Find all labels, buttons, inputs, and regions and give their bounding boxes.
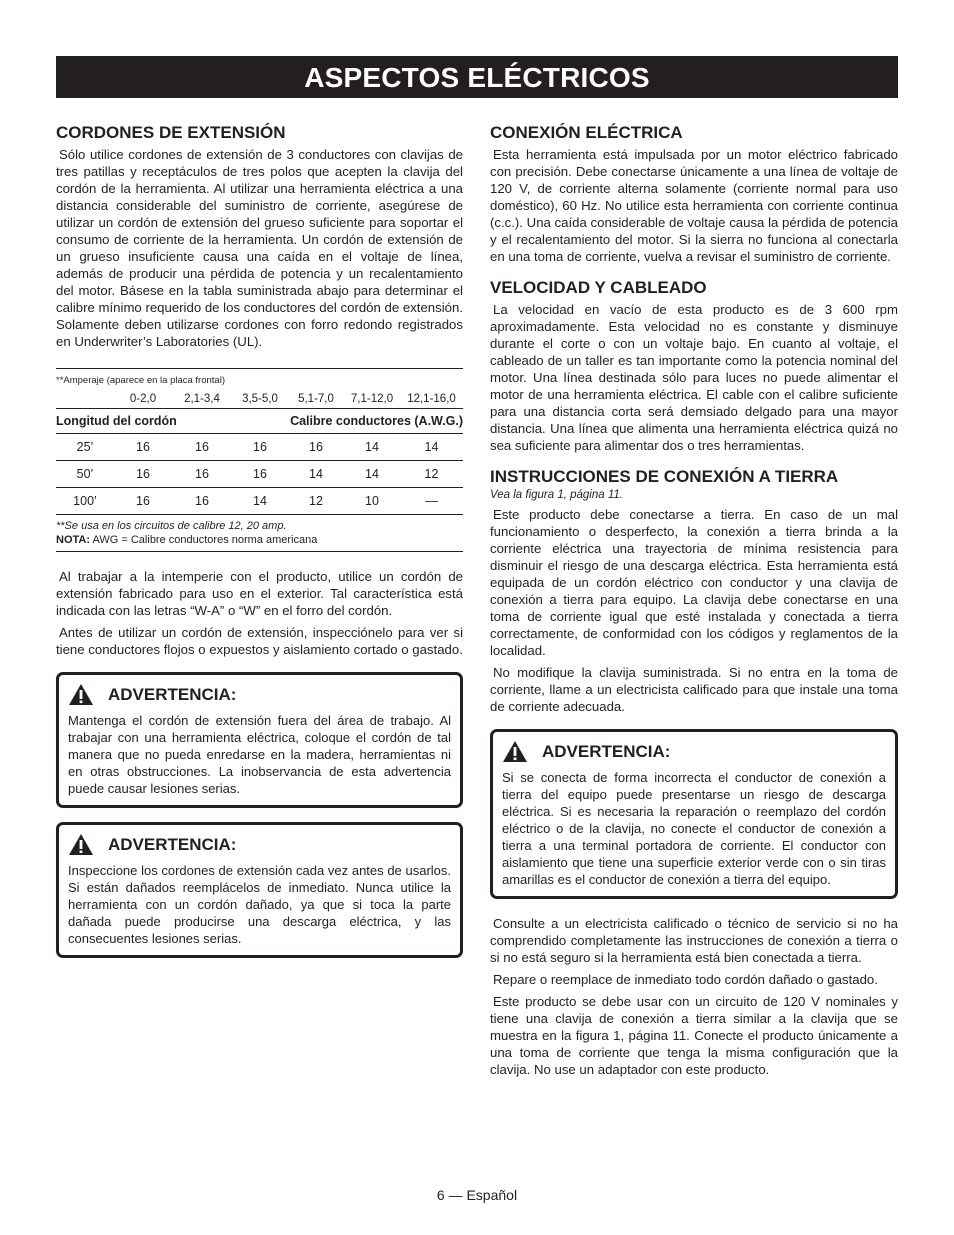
gauge-cell: 16 — [136, 494, 150, 508]
amp-range: 0-2,0 — [129, 393, 157, 405]
figure-reference: Vea la figura 1, página 11. — [490, 489, 623, 501]
gauge-cell: 14 — [400, 434, 463, 461]
header-gauge: Calibre conductores (A.W.G.) — [290, 414, 463, 428]
page-footer: 6 — Español — [436, 1187, 518, 1203]
amp-range: 3,5-5,0 — [242, 393, 278, 405]
warning-title: ADVERTENCIA: — [542, 741, 671, 761]
warning-title: ADVERTENCIA: — [108, 684, 237, 704]
cord-length: 25’ — [56, 434, 114, 461]
gauge-cell: — — [425, 494, 438, 508]
gauge-cell: 14 — [344, 434, 400, 461]
gauge-cell: 16 — [172, 461, 232, 488]
warning-box — [56, 672, 463, 808]
amp-range: 7,1-12,0 — [350, 393, 394, 405]
repair-paragraph: Repare o reemplace de inmediato todo cordón dañado o gastado. — [493, 972, 878, 987]
warning-header — [502, 740, 886, 763]
page-title: ASPECTOS ELÉCTRICOS — [56, 56, 898, 98]
gauge-cell: 12 — [309, 494, 323, 508]
table-row — [56, 488, 463, 515]
table-note — [56, 533, 463, 547]
gauge-cell: 10 — [365, 494, 379, 508]
section-heading-cordones: CORDONES DE EXTENSIÓN — [56, 123, 286, 142]
gauge-cell: 12 — [400, 461, 463, 488]
amp-range: 12,1-16,0 — [407, 393, 456, 405]
note-label: NOTA: — [56, 534, 91, 546]
gauge-cell: 16 — [172, 434, 232, 461]
cordones-paragraph: Sólo utilice cordones de extensión de 3 conductores con clavijas de tres patillas y receptáculos de tres polos que acepten la clavija del cordón de la herramienta. Al utilizar una herramienta eléctrica a una distancia considerable del suministro de corriente, asegúrese de utilizar un cordón de extensión del grueso suficiente para soportar el consumo de corriente de la herramienta. Un cordón de extensión de un grueso insuficiente causa una caída en el voltaje de línea, además de producir una pérdida de potencia y un recalentamiento del motor. Básese en la tabla suministrada abajo para determinar el calibre mínimo requerido de los conductores del cordón de extensión. Solamente deben utilizarse cordones con forro redondo registrados en Underwriter’s Laboratories (UL). — [56, 147, 463, 349]
tierra-paragraph: Este producto debe conectarse a tierra. En caso de un mal funcionamiento o desperfecto, la conexión a tierra brinda a la corriente eléctrica una trayectoria de mínima resistencia para disminuir el riesgo de una descarga eléctrica. Esta herramienta está equipada de un cordón eléctrico con conductor y una clavija de conexión a tierra para equipo. La clavija debe conectarse en una toma de corriente igual que esté instalada y conectada a tierra correctamente, de conformidad con los códigos y reglamentos de la localidad. — [490, 507, 898, 658]
gauge-cell: 16 — [114, 461, 172, 488]
table-row — [56, 461, 463, 488]
warning-box — [490, 729, 898, 899]
warning-title: ADVERTENCIA: — [108, 834, 237, 854]
amp-range: 2,1-3,4 — [184, 393, 220, 405]
left-column — [56, 122, 463, 958]
amperage-note: **Amperaje (aparece en la placa frontal) — [56, 375, 225, 386]
header-length: Longitud del cordón — [56, 414, 177, 428]
velocidad-paragraph: La velocidad en vacío de esta producto es de 3 600 rpm aproximadamente. Esta velocidad no es constante y disminuye durante el corte o con un voltaje bajo. En cuanto al voltaje, el cableado de un taller es tan importante como la potencia nominal del motor. Una línea destinada sólo para luces no puede alimentar el motor de una herramienta eléctrica. El cable con el calibre suficiente para una distancia corta será demsiado delgado para una mayor distancia. Una línea que alimenta una herramienta eléctrica quizá no sea suficiente para alimentar dos o tres herramientas. — [490, 302, 898, 453]
table-footnote: **Se usa en los circuitos de calibre 12, 20 amp. — [56, 520, 287, 532]
amp-range: 5,1-7,0 — [298, 393, 334, 405]
table-header-row — [56, 409, 463, 434]
warning-triangle-icon — [68, 833, 94, 856]
extension-cord-table — [56, 368, 463, 552]
warning-header — [68, 833, 451, 856]
warning-text: Si se conecta de forma incorrecta el conductor de conexión a tierra del equipo puede presentarse un riesgo de descarga eléctrica. Si es necesaria la reparación o reemplazo del cordón eléctrico o de la clavija, no conecte el conductor de conexión a tierra a una terminal portadora de corriente. El conductor con aislamiento que tiene una superficie exterior verde con o sin tiras amarillas es el conductor de conexión a tierra del equipo. — [502, 770, 886, 887]
warning-triangle-icon — [502, 740, 528, 763]
warning-header — [68, 683, 451, 706]
section-heading-conexion: CONEXIÓN ELÉCTRICA — [490, 123, 683, 142]
gauge-cell: 16 — [195, 494, 209, 508]
circuit-paragraph: Este producto se debe usar con un circuito de 120 V nominales y tiene una clavija de conexión a tierra similar a la clavija que se muestra en la figura 1, página 11. Conecte el producto únicamente a una toma de corriente que tenga la misma configuración que la clavija. No use un adaptador con este producto. — [490, 994, 898, 1077]
cord-length: 100’ — [73, 494, 97, 508]
outdoor-paragraph: Al trabajar a la intemperie con el producto, utilice un cordón de extensión fabricado para uso en el exterior. Tal característica está indicada con las letras “W-A” o “W” en el forro del cordón. — [56, 569, 463, 618]
consult-paragraph: Consulte a un electricista calificado o técnico de servicio si no ha comprendido completamente las instrucciones de conexión a tierra o si no está seguro si la herramienta está bien conectada a tierra. — [490, 916, 898, 965]
right-column — [490, 122, 898, 1083]
section-heading-velocidad: VELOCIDAD Y CABLEADO — [490, 278, 707, 297]
table-row — [56, 434, 463, 461]
gauge-cell: 16 — [114, 434, 172, 461]
gauge-cell: 14 — [288, 461, 344, 488]
tierra-paragraph-2: No modifique la clavija suministrada. Si no entra en la toma de corriente, llame a un electricista calificado para que instale una toma de corriente adecuada. — [490, 665, 898, 714]
gauge-cell: 16 — [232, 434, 288, 461]
amperage-row — [56, 390, 463, 409]
gauge-cell: 16 — [288, 434, 344, 461]
gauge-cell: 14 — [253, 494, 267, 508]
gauge-table — [56, 390, 463, 514]
note-text: AWG = Calibre conductores norma americana — [90, 534, 318, 546]
warning-text: Inspeccione los cordones de extensión cada vez antes de usarlos. Si están dañados reemplácelos de inmediato. Nunca utilice la herramienta con un cordón dañado, ya que si toca la parte dañada puede producirse una descarga eléctrica, y las consecuentes lesiones serias. — [68, 863, 451, 946]
section-heading-tierra: INSTRUCCIONES DE CONEXIÓN A TIERRA — [490, 467, 839, 486]
warning-triangle-icon — [68, 683, 94, 706]
inspect-paragraph: Antes de utilizar un cordón de extensión, inspecciónelo para ver si tiene conductores flojos o expuestos y aislamiento cortado o gastado. — [56, 625, 463, 657]
warning-box — [56, 822, 463, 958]
cord-length: 50’ — [56, 461, 114, 488]
warning-text: Mantenga el cordón de extensión fuera del área de trabajo. Al trabajar con una herramienta eléctrica, coloque el cordón de tal manera que no pueda enredarse en la madera, herramientas ni en otras obstrucciones. La inobservancia de esta advertencia puede causar lesiones serias. — [68, 713, 451, 796]
conexion-paragraph: Esta herramienta está impulsada por un motor eléctrico fabricado con precisión. Debe conectarse únicamente a una línea de voltaje de 120 V, de corriente alterna solamente (corriente normal para uso doméstico), 60 Hz. No utilice esta herramienta con corriente continua (c.c.). Una caída considerable de voltaje causa la pérdida de potencia y el recalentamiento del motor. Si la sierra no funciona al conectarla en una toma de corriente, vuelva a revisar el suministro de corriente. — [490, 147, 898, 264]
gauge-cell: 16 — [232, 461, 288, 488]
gauge-cell: 14 — [344, 461, 400, 488]
